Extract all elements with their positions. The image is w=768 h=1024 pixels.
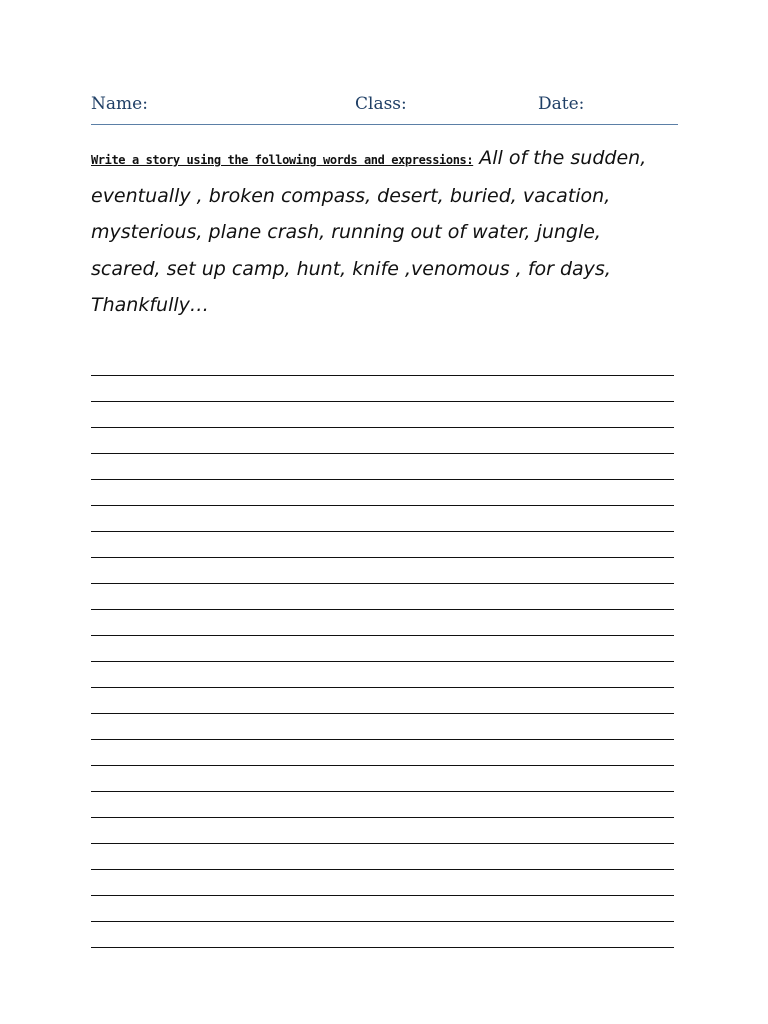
writing-line[interactable] (91, 662, 674, 688)
writing-line[interactable] (91, 792, 674, 818)
writing-line[interactable] (91, 454, 674, 480)
writing-line[interactable] (91, 558, 674, 584)
writing-line[interactable] (91, 922, 674, 948)
writing-line[interactable] (91, 844, 674, 870)
writing-line[interactable] (91, 818, 674, 844)
writing-line[interactable] (91, 350, 674, 376)
name-label: Name: (91, 94, 148, 114)
writing-line[interactable] (91, 428, 674, 454)
worksheet-header (91, 94, 678, 125)
prompt-instruction: Write a story using the following words and expressions: (91, 153, 474, 167)
writing-lines[interactable] (91, 350, 674, 948)
writing-line[interactable] (91, 506, 674, 532)
writing-line[interactable] (91, 714, 674, 740)
prompt-words: All of the sudden, eventually , broken compass, desert, buried, vacation, mysterious, plane crash, running out of water, jungle, scared, set up camp, hunt, knife ,venomous , for days, Thankfully… (91, 147, 647, 316)
class-label: Class: (355, 94, 407, 114)
writing-line[interactable] (91, 480, 674, 506)
writing-line[interactable] (91, 610, 674, 636)
writing-line[interactable] (91, 532, 674, 558)
writing-line[interactable] (91, 402, 674, 428)
writing-line[interactable] (91, 870, 674, 896)
writing-line[interactable] (91, 584, 674, 610)
date-label: Date: (538, 94, 585, 114)
writing-line[interactable] (91, 740, 674, 766)
writing-line[interactable] (91, 896, 674, 922)
writing-line[interactable] (91, 766, 674, 792)
story-prompt (91, 140, 676, 323)
writing-line[interactable] (91, 636, 674, 662)
writing-line[interactable] (91, 688, 674, 714)
writing-line[interactable] (91, 376, 674, 402)
